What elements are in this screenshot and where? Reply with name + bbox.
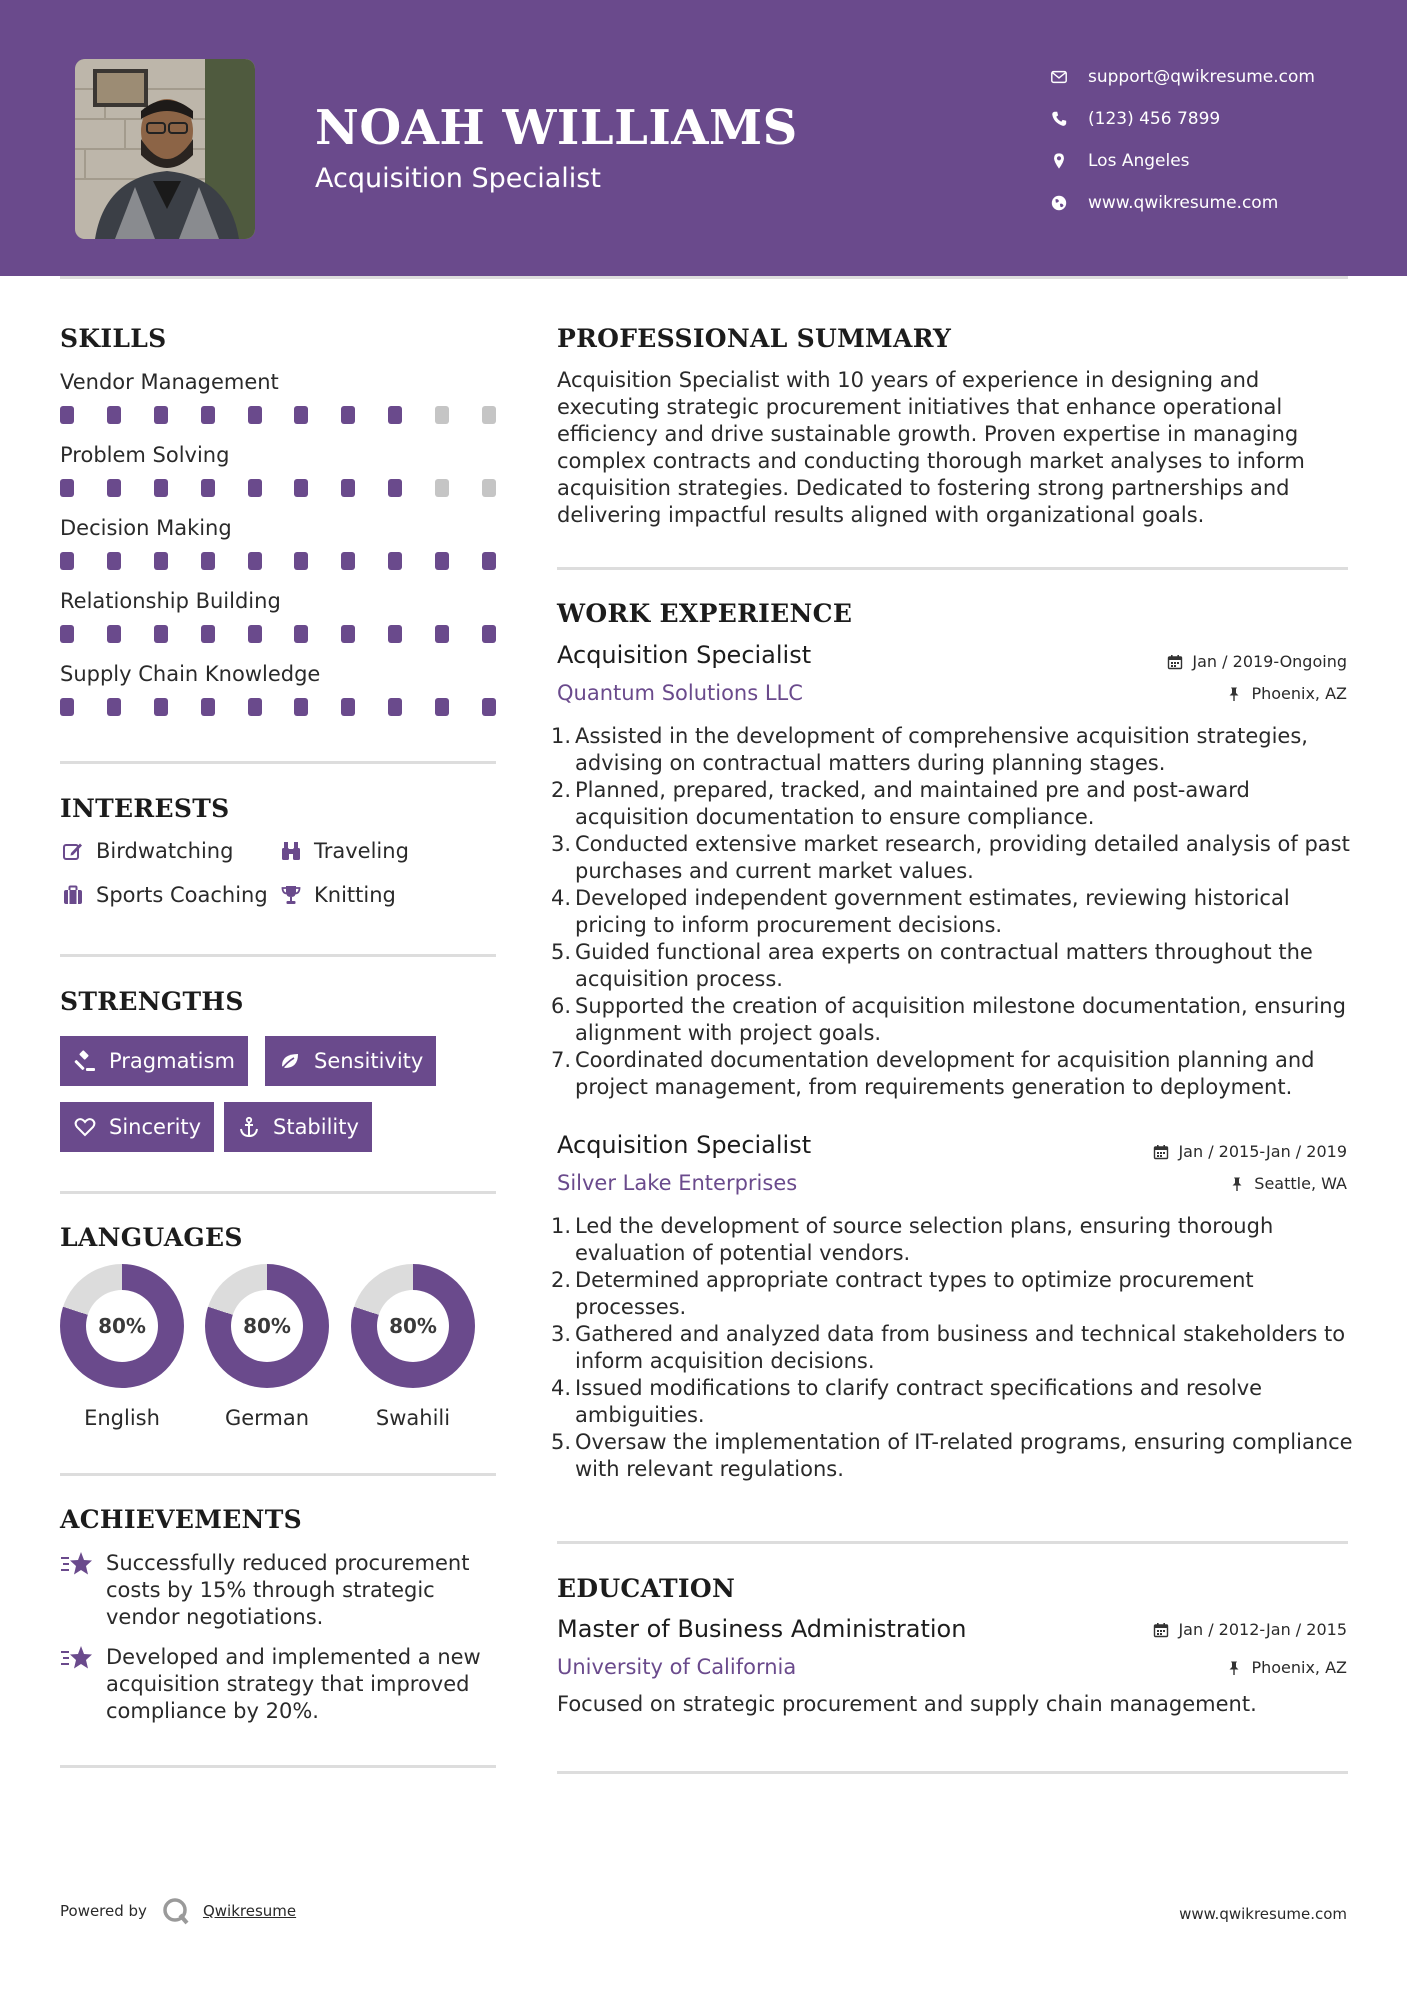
contact-list — [1048, 56, 1388, 224]
job-dates — [1153, 1142, 1347, 1161]
duty-item — [551, 723, 1357, 777]
skill-rating — [60, 406, 496, 424]
rating-dot-filled — [341, 479, 355, 497]
duty-number: 1. — [551, 724, 572, 748]
duty-item — [551, 993, 1357, 1047]
calendar-icon — [1153, 1622, 1169, 1638]
job-duties-list — [551, 1213, 1357, 1483]
interest-item — [60, 838, 233, 864]
experience-title: WORK EXPERIENCE — [557, 599, 853, 628]
skill-name: Supply Chain Knowledge — [60, 662, 321, 686]
star-icon — [60, 1644, 94, 1672]
pushpin-icon — [1229, 1176, 1245, 1192]
rating-dot-filled — [60, 698, 74, 716]
edit-icon — [60, 838, 86, 864]
languages-title: LANGUAGES — [60, 1223, 243, 1252]
job-duties-list — [551, 723, 1357, 1101]
job-title: Acquisition Specialist — [557, 1131, 812, 1159]
interests-title: INTERESTS — [60, 794, 230, 823]
heart-icon — [73, 1115, 97, 1139]
duty-number: 3. — [551, 832, 572, 856]
education-title: EDUCATION — [557, 1574, 736, 1603]
rating-dot-filled — [248, 479, 262, 497]
strength-label: Pragmatism — [109, 1049, 235, 1073]
section-divider — [557, 1541, 1348, 1544]
strength-tag — [60, 1102, 214, 1152]
language-name: English — [84, 1406, 160, 1430]
skill-item — [60, 366, 496, 424]
duty-text: Supported the creation of acquisition milestone documentation, ensuring alignment with project goals. — [575, 994, 1346, 1045]
interest-item — [60, 882, 268, 908]
footer-powered-by — [60, 1896, 296, 1926]
achievements-title: ACHIEVEMENTS — [60, 1505, 302, 1534]
education-dates-text: Jan / 2012-Jan / 2015 — [1178, 1620, 1347, 1639]
anchor-icon — [237, 1115, 261, 1139]
duty-text: Assisted in the development of comprehensive acquisition strategies, advising on contractual matters during planning stages. — [575, 724, 1308, 775]
duty-item — [551, 1047, 1357, 1101]
language-progress-ring — [351, 1264, 475, 1388]
gavel-icon — [73, 1049, 97, 1073]
duty-number: 4. — [551, 1376, 572, 1400]
rating-dot-filled — [201, 698, 215, 716]
pushpin-icon — [1226, 1660, 1242, 1676]
rating-dot-filled — [388, 698, 402, 716]
company-name: Quantum Solutions LLC — [557, 681, 803, 705]
contact-phone[interactable] — [1048, 98, 1388, 140]
rating-dot-filled — [294, 406, 308, 424]
company-name: Silver Lake Enterprises — [557, 1171, 798, 1195]
rating-dot-filled — [248, 625, 262, 643]
candidate-role: Acquisition Specialist — [315, 163, 601, 194]
rating-dot-filled — [201, 552, 215, 570]
rating-dot-filled — [388, 479, 402, 497]
rating-dot-filled — [248, 552, 262, 570]
duty-text: Determined appropriate contract types to optimize procurement processes. — [575, 1268, 1254, 1319]
rating-dot-filled — [154, 625, 168, 643]
contact-location — [1048, 140, 1388, 182]
duty-number: 2. — [551, 1268, 572, 1292]
rating-dot-filled — [154, 406, 168, 424]
rating-dot-filled — [341, 698, 355, 716]
job-dates-text: Jan / 2019-Ongoing — [1192, 652, 1347, 671]
job-dates — [1167, 652, 1347, 671]
interest-label: Sports Coaching — [96, 883, 268, 907]
strength-tag — [265, 1036, 436, 1086]
duty-number: 2. — [551, 778, 572, 802]
language-progress-ring — [60, 1264, 184, 1388]
duty-item — [551, 1429, 1357, 1483]
rating-dot-filled — [201, 406, 215, 424]
language-name: German — [224, 1406, 310, 1430]
rating-dot-filled — [201, 479, 215, 497]
section-divider — [60, 1765, 496, 1768]
duty-number: 5. — [551, 940, 572, 964]
language-percent: 80% — [231, 1290, 303, 1362]
skill-item — [60, 658, 496, 716]
job-location-text: Seattle, WA — [1254, 1174, 1347, 1193]
duty-number: 1. — [551, 1214, 572, 1238]
rating-dot-filled — [341, 406, 355, 424]
rating-dot-filled — [107, 625, 121, 643]
duty-number: 3. — [551, 1322, 572, 1346]
duty-item — [551, 831, 1357, 885]
rating-dot-filled — [60, 479, 74, 497]
job-location — [1229, 1174, 1347, 1193]
section-divider — [557, 1771, 1348, 1774]
skill-name: Decision Making — [60, 516, 232, 540]
rating-dot-filled — [248, 406, 262, 424]
skill-item — [60, 439, 496, 497]
section-divider — [60, 1473, 496, 1476]
rating-dot-filled — [107, 479, 121, 497]
skill-rating — [60, 479, 496, 497]
rating-dot-filled — [388, 406, 402, 424]
globe-icon — [1048, 192, 1070, 214]
header-divider — [60, 276, 1348, 279]
strength-label: Sensitivity — [314, 1049, 424, 1073]
duty-number: 6. — [551, 994, 572, 1018]
interest-label: Knitting — [314, 883, 396, 907]
rating-dot-filled — [107, 698, 121, 716]
rating-dot-filled — [435, 552, 449, 570]
rating-dot-filled — [341, 625, 355, 643]
skill-name: Relationship Building — [60, 589, 281, 613]
language-percent: 80% — [86, 1290, 158, 1362]
rating-dot-empty — [482, 406, 496, 424]
duty-item — [551, 1321, 1357, 1375]
phone-icon — [1048, 108, 1070, 130]
candidate-name: NOAH WILLIAMS — [315, 100, 798, 156]
strength-label: Stability — [273, 1115, 359, 1139]
rating-dot-filled — [60, 406, 74, 424]
achievement-item — [60, 1644, 500, 1725]
map-marker-icon — [1048, 150, 1070, 172]
calendar-icon — [1153, 1144, 1169, 1160]
rating-dot-filled — [201, 625, 215, 643]
duty-text: Led the development of source selection plans, ensuring thorough evaluation of potential vendors. — [575, 1214, 1274, 1265]
language-item — [60, 1264, 184, 1430]
skill-item — [60, 585, 496, 643]
summary-text: Acquisition Specialist with 10 years of experience in designing and executing strategic procurement initiatives that enhance operational efficiency and drive sustainable growth. Proven expertise in managing complex contracts and conducting thorough market analyses to inform acquisition strategies. Dedicated to fostering strong partnerships and delivering impactful results aligned with organizational goals. — [557, 368, 1305, 527]
interest-label: Birdwatching — [96, 839, 234, 863]
strengths-title: STRENGTHS — [60, 987, 244, 1016]
section-divider — [60, 1191, 496, 1194]
achievement-text: Developed and implemented a new acquisition strategy that improved compliance by 20%. — [106, 1645, 481, 1723]
rating-dot-filled — [294, 698, 308, 716]
rating-dot-filled — [294, 552, 308, 570]
rating-dot-filled — [154, 698, 168, 716]
section-divider — [60, 761, 496, 764]
duty-number: 4. — [551, 886, 572, 910]
footer-website[interactable]: www.qwikresume.com — [1179, 1905, 1347, 1923]
contact-website-text: www.qwikresume.com — [1088, 193, 1279, 213]
contact-location-text: Los Angeles — [1088, 151, 1190, 171]
briefcase-icon — [60, 882, 86, 908]
qwikresume-link[interactable]: Qwikresume — [202, 1902, 297, 1920]
job-dates-text: Jan / 2015-Jan / 2019 — [1178, 1142, 1347, 1161]
summary-title: PROFESSIONAL SUMMARY — [557, 324, 952, 353]
interest-item — [278, 838, 409, 864]
duty-text: Planned, prepared, tracked, and maintained pre and post-award acquisition documentation to ensure compliance. — [575, 778, 1250, 829]
envelope-icon — [1048, 66, 1070, 88]
duty-text: Guided functional area experts on contractual matters throughout the acquisition process. — [575, 940, 1313, 991]
contact-email-text: support@qwikresume.com — [1088, 67, 1315, 87]
duty-item — [551, 777, 1357, 831]
rating-dot-filled — [107, 406, 121, 424]
language-item — [205, 1264, 329, 1430]
rating-dot-filled — [341, 552, 355, 570]
duty-item — [551, 1267, 1357, 1321]
leaf-icon — [278, 1049, 302, 1073]
section-divider — [557, 567, 1348, 570]
strength-tag — [60, 1036, 248, 1086]
rating-dot-filled — [60, 625, 74, 643]
contact-email[interactable] — [1048, 56, 1388, 98]
education-location — [1226, 1658, 1347, 1677]
rating-dot-empty — [482, 479, 496, 497]
skill-name: Problem Solving — [60, 443, 230, 467]
duty-text: Coordinated documentation development for acquisition planning and project management, from requirements generation to deployment. — [575, 1048, 1315, 1099]
skill-rating — [60, 698, 496, 716]
contact-website[interactable] — [1048, 182, 1388, 224]
star-icon — [60, 1550, 94, 1578]
duty-text: Conducted extensive market research, providing detailed analysis of past purchases and current market values. — [575, 832, 1350, 883]
language-progress-ring — [205, 1264, 329, 1388]
achievement-text: Successfully reduced procurement costs by 15% through strategic vendor negotiations. — [106, 1551, 470, 1629]
rating-dot-filled — [294, 625, 308, 643]
rating-dot-filled — [435, 625, 449, 643]
rating-dot-filled — [107, 552, 121, 570]
duty-item — [551, 885, 1357, 939]
language-percent: 80% — [377, 1290, 449, 1362]
rating-dot-filled — [154, 552, 168, 570]
duty-number: 7. — [551, 1048, 572, 1072]
rating-dot-filled — [482, 552, 496, 570]
skills-title: SKILLS — [60, 324, 167, 353]
skill-rating — [60, 552, 496, 570]
rating-dot-filled — [482, 625, 496, 643]
strength-label: Sincerity — [109, 1115, 202, 1139]
degree-title: Master of Business Administration — [557, 1615, 967, 1643]
duty-text: Developed independent government estimates, reviewing historical pricing to inform procurement decisions. — [575, 886, 1290, 937]
interest-item — [278, 882, 396, 908]
rating-dot-filled — [388, 625, 402, 643]
rating-dot-filled — [482, 698, 496, 716]
duty-item — [551, 1213, 1357, 1267]
duty-item — [551, 939, 1357, 993]
achievement-item — [60, 1550, 500, 1631]
duty-text: Issued modifications to clarify contract specifications and resolve ambiguities. — [575, 1376, 1263, 1427]
binoculars-icon — [278, 838, 304, 864]
contact-phone-text: (123) 456 7899 — [1088, 109, 1221, 129]
trophy-icon — [278, 882, 304, 908]
section-divider — [60, 954, 496, 957]
job-location — [1226, 684, 1347, 703]
skill-name: Vendor Management — [60, 370, 279, 394]
duty-number: 5. — [551, 1430, 572, 1454]
skill-rating — [60, 625, 496, 643]
calendar-icon — [1167, 654, 1183, 670]
rating-dot-filled — [435, 698, 449, 716]
duty-text: Oversaw the implementation of IT-related programs, ensuring compliance with relevant regulations. — [575, 1430, 1353, 1481]
rating-dot-filled — [60, 552, 74, 570]
rating-dot-filled — [248, 698, 262, 716]
rating-dot-empty — [435, 479, 449, 497]
pushpin-icon — [1226, 686, 1242, 702]
education-dates — [1153, 1620, 1347, 1639]
skill-item — [60, 512, 496, 570]
rating-dot-filled — [388, 552, 402, 570]
language-item — [351, 1264, 475, 1430]
rating-dot-filled — [154, 479, 168, 497]
duty-item — [551, 1375, 1357, 1429]
rating-dot-empty — [435, 406, 449, 424]
strength-tag — [224, 1102, 372, 1152]
school-name: University of California — [557, 1655, 797, 1679]
rating-dot-filled — [294, 479, 308, 497]
education-location-text: Phoenix, AZ — [1251, 1658, 1347, 1677]
qwikresume-logo-icon — [161, 1896, 191, 1926]
job-title: Acquisition Specialist — [557, 641, 812, 669]
powered-by-label: Powered by — [60, 1902, 147, 1920]
resume-header — [0, 0, 1407, 276]
job-location-text: Phoenix, AZ — [1251, 684, 1347, 703]
interest-label: Traveling — [314, 839, 409, 863]
profile-photo — [75, 59, 255, 239]
education-description: Focused on strategic procurement and supply chain management. — [557, 1692, 1257, 1716]
language-name: Swahili — [375, 1406, 451, 1430]
duty-text: Gathered and analyzed data from business and technical stakeholders to inform acquisition decisions. — [575, 1322, 1346, 1373]
